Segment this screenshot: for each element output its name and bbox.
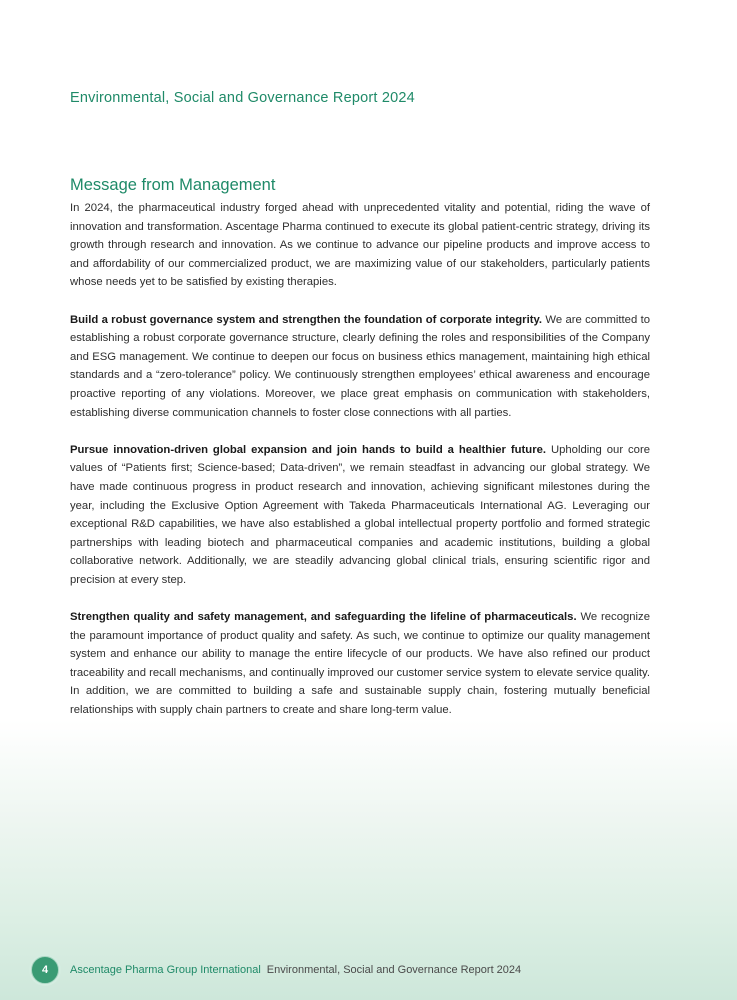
footer-company-name: Ascentage Pharma Group International <box>70 964 261 976</box>
paragraph-governance-heading: Build a robust governance system and strengthen the foundation of corporate integrity. <box>70 313 543 326</box>
paragraph-quality-heading: Strengthen quality and safety management, and safeguarding the lifeline of pharmaceuticals. <box>70 611 577 624</box>
paragraph-quality-text: We recognize the paramount importance of product quality and safety. As such, we continue to optimize our quality management system and enhance our ability to manage the entire lifecycle of our products. We have also refined our product traceability and recall mechanisms, and continually improved our customer service system to elevate service quality. In addition, we are committed to building a safe and sustainable supply chain, fostering mutually beneficial relationships with supply chain partners to create and share long-term value. <box>70 611 650 717</box>
paragraph-intro <box>70 199 650 292</box>
page-number-badge: 4 <box>31 956 59 984</box>
paragraph-intro-text: In 2024, the pharmaceutical industry forged ahead with unprecedented vitality and potential, riding the wave of innovation and transformation. Ascentage Pharma continued to execute its global patient-centric strategy, driving its growth through research and innovation. As we continue to advance our pipeline products and improve access to and affordability of our commercialized product, we are maximizing value of our stakeholders, particularly patients whose needs yet to be satisfied by existing therapies. <box>70 202 650 289</box>
report-header: Environmental, Social and Governance Report 2024 <box>70 90 415 106</box>
footer-report-title: Environmental, Social and Governance Report 2024 <box>266 964 522 976</box>
paragraph-governance-text: We are committed to establishing a robust corporate governance structure, clearly defining the roles and responsibilities of the Company and ESG management. We continue to deepen our focus on business ethics management, maintaining high ethical standards and a “zero-tolerance” policy. We continuously strengthen employees’ ethical awareness and encourage proactive reporting of any violations. Moreover, we place great emphasis on communication with stakeholders, establishing diverse communication channels to foster close connections with all parties. <box>70 313 650 419</box>
paragraph-quality <box>70 608 650 720</box>
paragraph-governance <box>70 311 650 423</box>
paragraph-innovation-text: Upholding our core values of “Patients first; Science-based; Data-driven”, we remain steadfast in advancing our global strategy. We have made continuous progress in product research and innovation, achieving significant milestones during the year, including the Exclusive Option Agreement with Takeda Pharmaceuticals International AG. Leveraging our exceptional R&D capabilities, we have also established a global intellectual property portfolio and formed strategic partnerships with leading biotech and pharmaceutical companies and academic institutions, building a global collaborative network. Additionally, we are steadily advancing global clinical trials, ensuring scientific rigor and precision at every step. <box>70 443 650 586</box>
paragraph-innovation <box>70 441 650 590</box>
message-body <box>70 199 650 738</box>
page-footer <box>31 956 521 984</box>
paragraph-innovation-heading: Pursue innovation-driven global expansion and join hands to build a healthier future. <box>70 443 547 456</box>
section-title: Message from Management <box>70 176 276 194</box>
